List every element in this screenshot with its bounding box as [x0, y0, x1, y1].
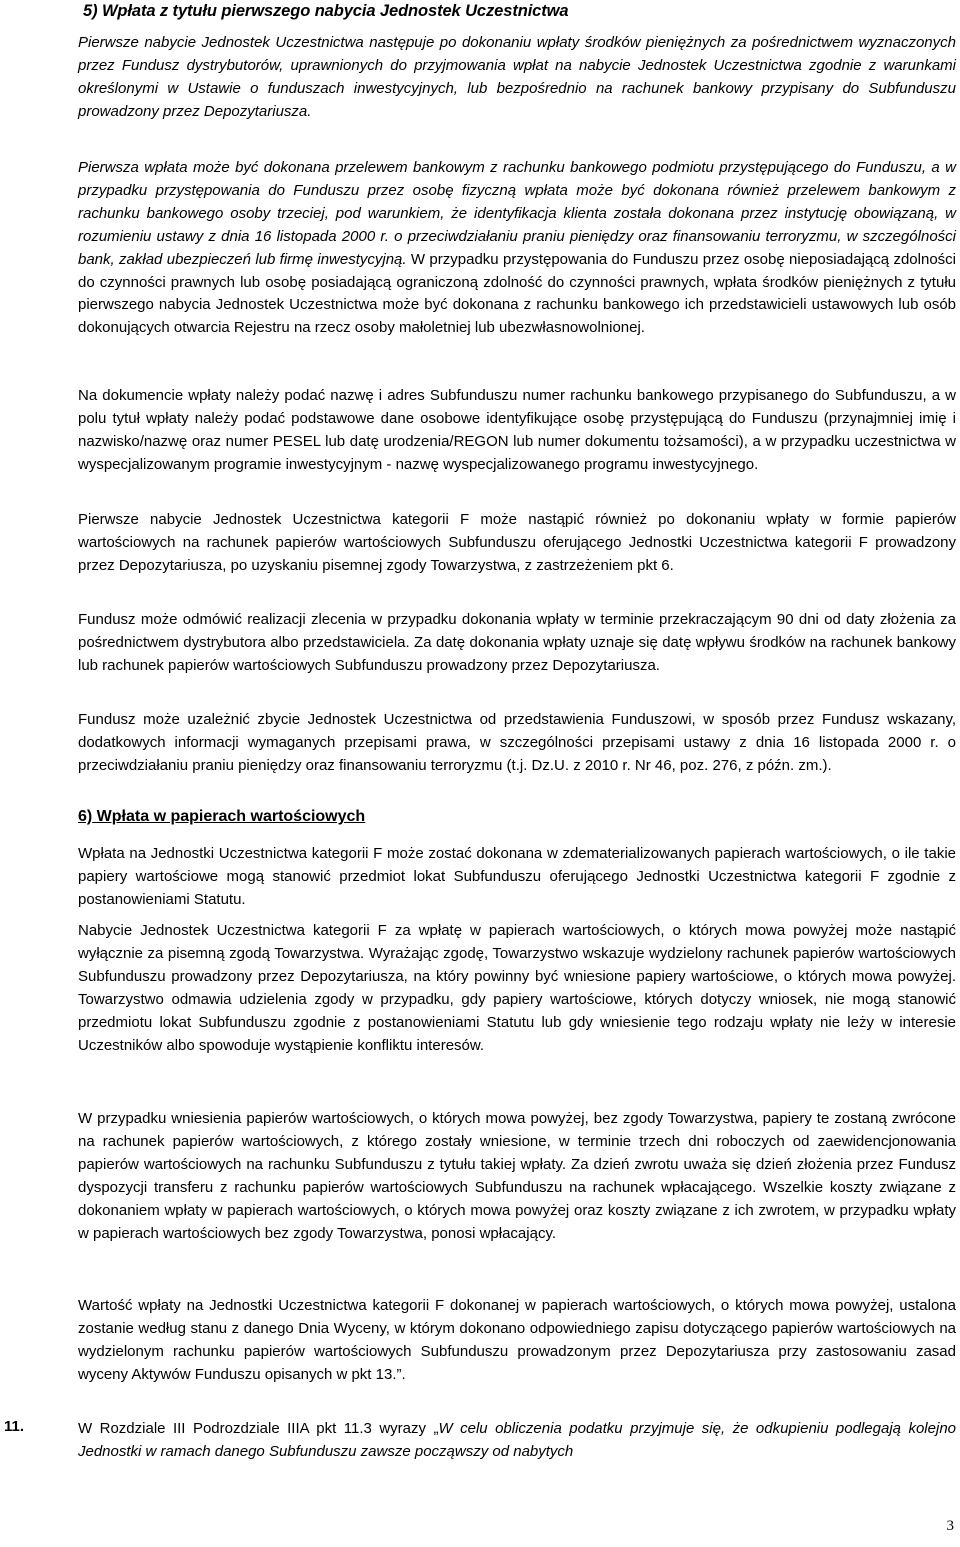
item-11-number: 11.: [4, 1418, 25, 1435]
page-number: 3: [946, 1518, 954, 1534]
paragraph-securities-payment: [78, 843, 956, 912]
paragraph-text: Pierwsze nabycie Jednostek Uczestnictwa następuje po dokonaniu wpłaty środków pieniężnych za pośrednictwem wyznaczonych przez Fundusz dystrybutorów, uprawnionych do przyjmowania wpłat na nabycie Jednostek Uczestnictwa zgodnie z warunkami określonymi w Ustawie o funduszach inwestycyjnych, lub bezpośrednio na rachunek bankowy przypisany do Subfunduszu prowadzony przez Depozytariusza.: [78, 34, 956, 120]
section-5-heading: 5) Wpłata z tytułu pierwszego nabycia Jednostek Uczestnictwa: [83, 2, 569, 20]
paragraph-text: Pierwsze nabycie Jednostek Uczestnictwa kategorii F może nastąpić również po dokonaniu wpłaty w formie papierów wartościowych na rachunek papierów wartościowych Subfunduszu oferującego Jednostki Uczestnictwa kategorii F prowadzony przez Depozytariusza, po uzyskaniu pisemnej zgody Towarzystwa, z zastrzeżeniem pkt 6.: [78, 511, 956, 574]
paragraph-text: Na dokumencie wpłaty należy podać nazwę i adres Subfunduszu numer rachunku bankowego przypisanego do Subfunduszu, a w polu tytuł wpłaty należy podać podstawowe dane osobowe identyfikujące osobę przystępującą do Funduszu (przynajmniej imię i nazwisko/nazwę oraz numer PESEL lub datę urodzenia/REGON lub numer dokumentu tożsamości), a w przypadku uczestnictwa w wyspecjalizowanym programie inwestycyjnym - nazwę wyspecjalizowanego programu inwestycyjnego.: [78, 387, 956, 473]
section-6-heading: [78, 808, 365, 826]
paragraph-refusal: [78, 609, 956, 678]
paragraph-text: Wartość wpłaty na Jednostki Uczestnictwa kategorii F dokonanej w papierach wartościowych, o których mowa powyżej, ustalona zostanie według stanu z danego Dnia Wyceny, w którym dokonano odpowiedniego zapisu dotyczącego papierów wartościowych na wydzielonym rachunku papierów wartościowych Subfunduszu prowadzonym przez Depozytariusza przy zastosowaniu zasad wyceny Aktywów Funduszu opisanych w pkt 13.”.: [78, 1297, 956, 1383]
paragraph-securities-value: [78, 1295, 956, 1387]
paragraph-text: Fundusz może uzależnić zbycie Jednostek Uczestnictwa od przedstawienia Funduszowi, w sposób przez Fundusz wskazany, dodatkowych informacji wymaganych przepisami prawa, w szczególności przepisami ustawy z dnia 16 listopada 2000 r. o przeciwdziałaniu praniu pieniędzy oraz finansowaniu terroryzmu (t.j. Dz.U. z 2010 r. Nr 46, poz. 276, z późn. zm.).: [78, 711, 956, 774]
paragraph-text: Fundusz może odmówić realizacji zlecenia w przypadku dokonania wpłaty w terminie przekraczającym 90 dni od daty złożenia za pośrednictwem dystrybutora albo przedstawiciela. Za datę dokonania wpłaty uznaje się datę wpływu środków na rachunek bankowy lub rachunek papierów wartościowych Subfunduszu prowadzony przez Depozytariusza.: [78, 611, 956, 674]
paragraph-first-purchase: [78, 32, 956, 124]
section-6-title: Wpłata w papierach wartościowych: [92, 808, 366, 825]
paragraph-text: W przypadku wniesienia papierów wartościowych, o których mowa powyżej, bez zgody Towarzystwa, papiery te zostaną zwrócone na rachunek papierów wartościowych, z którego zostały wniesione, w terminie trzech dni roboczych od zaewidencjonowania papierów wartościowych na rachunku Subfunduszu z tytułu takiej wpłaty. Za dzień zwrotu uważa się dzień złożenia przez Fundusz dyspozycji transferu z rachunku papierów wartościowych Subfunduszu na rachunek wpłacającego. Wszelkie koszty związane z dokonaniem wpłaty w papierach wartościowych, o których mowa powyżej oraz koszty związane z ich zwrotem, w przypadku wpłaty w papierach wartościowych bez zgody Towarzystwa, ponosi wpłacający.: [78, 1110, 956, 1242]
paragraph-text: Wpłata na Jednostki Uczestnictwa kategorii F może zostać dokonana w zdematerializowanych papierach wartościowych, o ile takie papiery wartościowe mogą stanowić przedmiot lokat Subfunduszu oferującego Jednostki Uczestnictwa kategorii F zgodnie z postanowieniami Statutu.: [78, 845, 956, 908]
section-6-number: 6): [78, 808, 93, 825]
paragraph-payment-document: [78, 385, 956, 477]
paragraph-securities-return: [78, 1108, 956, 1245]
paragraph-text: Nabycie Jednostek Uczestnictwa kategorii F za wpłatę w papierach wartościowych, o których mowa powyżej może nastąpić wyłącznie za pisemną zgodą Towarzystwa. Wyrażając zgodę, Towarzystwo wskazuje wydzielony rachunek papierów wartościowych Subfunduszu prowadzony przez Depozytariusza, na który powinny być wniesione papiery wartościowe, o których mowa powyżej. Towarzystwo odmawia udzielenia zgody w przypadku, gdy papiery wartościowe, których dotyczy wniosek, nie mogą stanowić przedmiotu lokat Subfunduszu zgodnie z postanowieniami Statutu lub gdy wniesienie tego rodzaju wpłaty nie leży w interesie Uczestników albo spowoduje wystąpienie konfliktu interesów.: [78, 922, 956, 1054]
item-11-italic-text: W celu obliczenia podatku przyjmuje się, że odkupieniu podlegają kolejno Jednostki w ramach danego Subfunduszu zawsze począwszy od nabytych: [78, 1420, 956, 1460]
paragraph-additional-info: [78, 709, 956, 778]
paragraph-first-payment: [78, 157, 956, 340]
paragraph-securities-consent: [78, 920, 956, 1057]
paragraph-item-11: [78, 1418, 956, 1464]
item-11-upright-text: W Rozdziale III Podrozdziale IIIA pkt 11.3 wyrazy „: [78, 1420, 439, 1437]
paragraph-category-f: [78, 509, 956, 578]
paragraph-upright-text: W przypadku przystępowania do Funduszu przez osobę nieposiadającą zdolności do czynności prawnych lub osobę posiadającą ograniczoną zdolność do czynności prawnych, wpłata środków pieniężnych z tytułu pierwszego nabycia Jednostek Uczestnictwa może być dokonana z rachunku bankowego ich przedstawicieli ustawowych lub osób dokonujących otwarcia Rejestru na rzecz osoby małoletniej lub ubezwłasnowolnionej.: [78, 250, 957, 337]
paragraph-italic-text: Pierwsza wpłata może być dokonana przelewem bankowym z rachunku bankowego podmiotu przystępującego do Funduszu, a w przypadku przystępowania do Funduszu przez osobę fizyczną wpłata może być dokonana również przelewem bankowym z rachunku bankowego osoby trzeciej, pod warunkiem, że identyfikacja klienta została dokonana przez instytucję obowiązaną, w rozumieniu ustawy z dnia 16 listopada 2000 r. o przeciwdziałaniu praniu pieniędzy oraz finansowaniu terroryzmu, w szczególności bank, zakład ubezpieczeń lub firmę inwestycyjną.: [78, 159, 956, 268]
